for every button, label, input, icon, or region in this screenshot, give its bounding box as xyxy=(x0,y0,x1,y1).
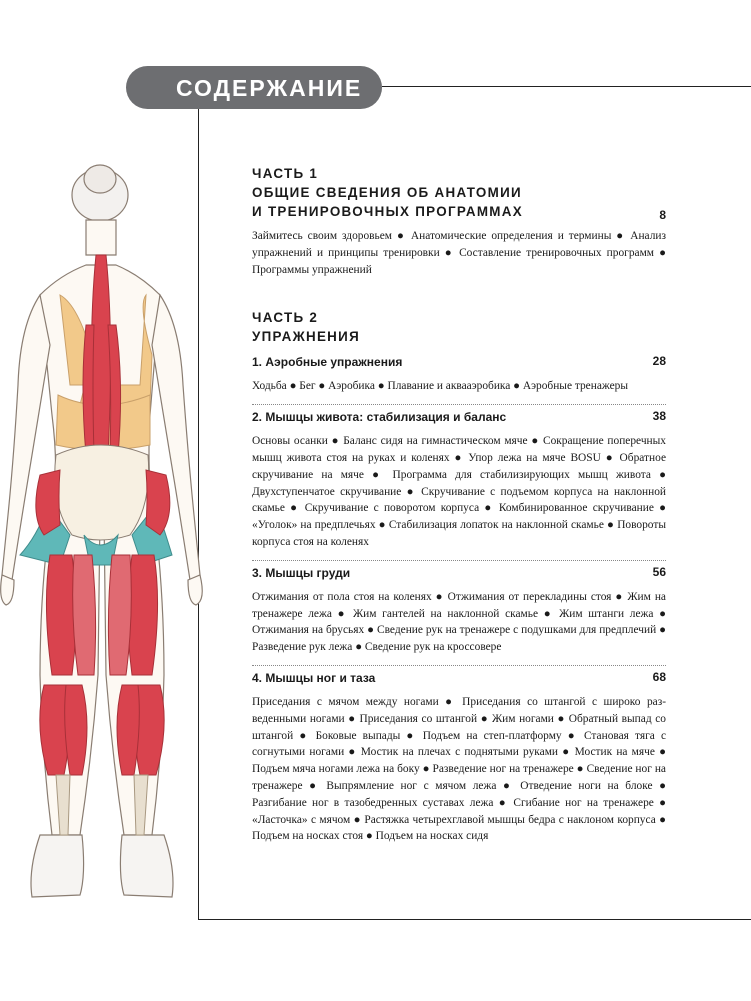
part2-block xyxy=(252,308,666,346)
section-1-contents: Ходьба ● Бег ● Аэробика ● Плавание и аквааэробика ● Аэробные тренажеры xyxy=(252,380,629,393)
section-1 xyxy=(252,354,666,395)
section-3-contents: Отжимания от пола стоя на коленях ● Отжимания от перекладины стоя ● Жим на тренажере лежа ● Жим гантелей на наклонной скамье ● Жим штанги лежа ● Отжимания на брусьях ● Сведение рук на тренажере с подушками для предплечий ● Разведение рук лежа ● Сведение рук на кроссовере xyxy=(252,590,666,654)
section-divider xyxy=(252,560,666,561)
section-2-page-number: 38 xyxy=(652,409,666,424)
section-4-page-number: 68 xyxy=(652,669,666,684)
section-4-contents: Приседания с мячом между ногами ● Приседания со штангой с широко разведенными ногами ● Приседания со штангой ● Жим ногами ● Обратный выпад со штангой ● Боковые выпады ● Подъем на степ-платформу ● Становая тяга с согнутыми ногами ● Мостик на плечах с поднятыми руками ● Мостик на мяче ● Подъем мяча ногами лежа на боку ● Разведение ног на тренажере ● Сведение ног на тренажере ● Выпрямление ног с мячом лежа ● Отведение ноги на блоке ● Разгибание ног в тазобедренных суставах лежа ● Сгибание ног на тренажере ● «Ласточка» с мячом ● Растяжка четырехглавой мышцы бедра с наклоном корпуса ● Подъем на носках стоя ● Подъем на носках сидя xyxy=(252,695,666,843)
part1-block xyxy=(252,164,666,278)
section-3 xyxy=(252,565,666,656)
part1-page-number: 8 xyxy=(659,208,666,222)
table-of-contents xyxy=(252,164,666,845)
part2-label: ЧАСТЬ 2 xyxy=(252,310,319,326)
section-1-page-number: 28 xyxy=(652,354,666,369)
section-2-contents: Основы осанки ● Баланс сидя на гимнастическом мяче ● Сокращение поперечных мышц живота стоя на руках и коленях ● Упор лежа на мяче BOSU ● Обратное скручивание на мяче ● Программа для стабилизирующих мышц живота ● Двухступенчатое скручивание ● Скручивание с подъемом корпуса на наклонной скамье ● Скручивание с поворотом корпуса ● Комбинированное скручивание ● «Уголок» на предплечьях ● Стабилизация лопаток на наклонной скамье ● Повороты корпуса стоя на коленях xyxy=(252,435,666,548)
section-1-title: 1. Аэробные упражнения xyxy=(252,355,403,370)
part1-contents: Займитесь своим здоровьем ● Анатомические определения и термины ● Анализ упражнений и принципы тренировки ● Составление тренировочных программ ● Программы упражнений xyxy=(252,230,666,276)
section-4-title: 4. Мышцы ног и таза xyxy=(252,670,376,685)
section-3-title: 3. Мышцы груди xyxy=(252,565,351,580)
page-title: СОДЕРЖАНИЕ xyxy=(176,75,363,101)
section-divider xyxy=(252,404,666,405)
section-2 xyxy=(252,409,666,551)
anatomy-figure-illustration xyxy=(0,155,240,915)
part1-title-line2: И ТРЕНИРОВОЧНЫХ ПРОГРАММАХ xyxy=(252,204,523,219)
part1-label: ЧАСТЬ 1 xyxy=(252,166,319,181)
part1-title-line1: ОБЩИЕ СВЕДЕНИЯ ОБ АНАТОМИИ xyxy=(252,185,522,200)
part2-title: УПРАЖНЕНИЯ xyxy=(252,329,361,345)
frame-bottom-rule xyxy=(198,919,751,920)
section-3-page-number: 56 xyxy=(652,564,666,579)
section-4 xyxy=(252,670,666,845)
header-rule xyxy=(382,86,751,87)
section-2-title: 2. Мышцы живота: стабилизация и баланс xyxy=(252,410,507,425)
section-divider xyxy=(252,665,666,666)
